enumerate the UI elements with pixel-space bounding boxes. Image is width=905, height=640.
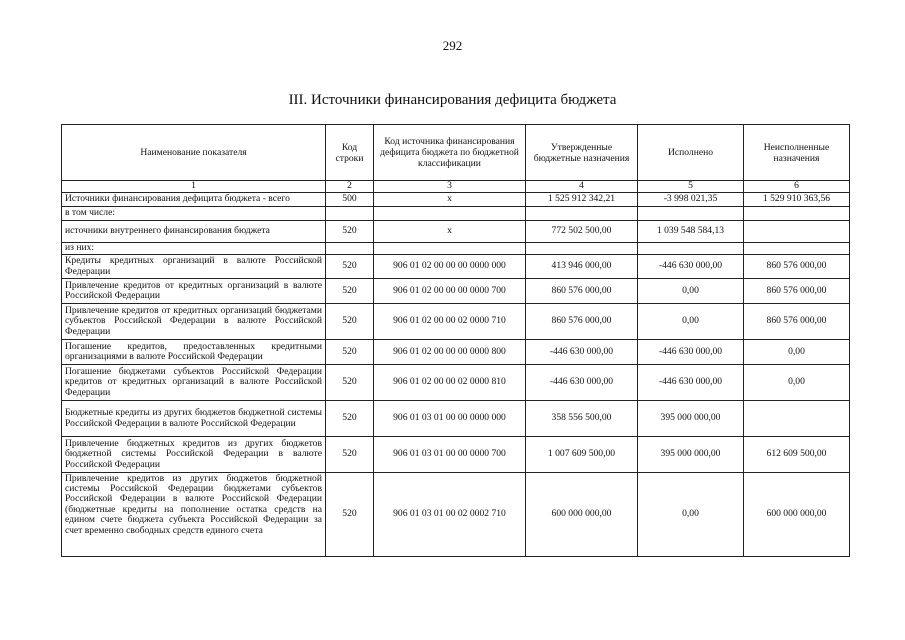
row-source-code [374,243,526,255]
table-row [62,304,850,340]
row-source-code [374,207,526,221]
page-number: 292 [442,38,463,53]
row-executed: 395 000 000,00 [638,401,744,437]
row-line-code: 520 [326,401,374,437]
column-number: 6 [744,181,850,193]
row-approved: -446 630 000,00 [526,340,638,365]
row-name: Привлечение кредитов от кредитных организаций бюджетами субъектов Российской Федерации в валюте Российской Федерации [62,304,326,340]
table-row [62,340,850,365]
row-executed: 0,00 [638,279,744,304]
row-name: Погашение бюджетами субъектов Российской Федерации кредитов от кредитных организаций в валюте Российской Федерации [62,365,326,401]
row-approved: 413 946 000,00 [526,255,638,279]
row-source-code: x [374,221,526,243]
row-approved [526,243,638,255]
row-executed: -3 998 021,35 [638,193,744,207]
row-name: Погашение кредитов, предоставленных кредитными организациями в валюте Российской Федерации [62,340,326,365]
row-line-code: 520 [326,340,374,365]
row-line-code [326,207,374,221]
row-line-code: 520 [326,255,374,279]
row-unexecuted [744,243,850,255]
row-approved: 860 576 000,00 [526,279,638,304]
row-line-code: 520 [326,221,374,243]
financing-sources-table [61,124,850,557]
row-executed: 0,00 [638,473,744,557]
row-source-code: 906 01 03 01 00 00 0000 000 [374,401,526,437]
header-unexecuted: Неисполненные назначения [744,125,850,181]
row-unexecuted: 600 000 000,00 [744,473,850,557]
row-unexecuted: 0,00 [744,365,850,401]
row-approved [526,207,638,221]
row-source-code: 906 01 02 00 00 00 0000 000 [374,255,526,279]
row-line-code: 520 [326,473,374,557]
row-name-cell [62,473,326,557]
row-name: Бюджетные кредиты из других бюджетов бюджетной системы Российской Федерации в валюте Российской Федерации [62,401,326,437]
column-number: 5 [638,181,744,193]
row-executed: -446 630 000,00 [638,255,744,279]
row-unexecuted [744,207,850,221]
row-approved: 358 556 500,00 [526,401,638,437]
section-title: III. Источники финансирования дефицита бюджета [288,92,617,108]
row-name: Источники финансирования дефицита бюджета - всего [62,193,326,207]
column-number: 2 [326,181,374,193]
row-approved: 1 525 912 342,21 [526,193,638,207]
row-name: из них: [62,243,326,255]
row-source-code: 906 01 03 01 00 00 0000 700 [374,437,526,473]
row-unexecuted [744,221,850,243]
row-executed: -446 630 000,00 [638,365,744,401]
row-name: Привлечение бюджетных кредитов из других бюджетов бюджетной системы Российской Федерации в валюте Российской Федерации [62,437,326,473]
row-name: Кредиты кредитных организаций в валюте Российской Федерации [62,255,326,279]
column-number: 3 [374,181,526,193]
table-row [62,437,850,473]
column-numbers-row [62,181,850,193]
header-indicator-name: Наименование показателя [62,125,326,181]
row-source-code: 906 01 02 00 00 00 0000 800 [374,340,526,365]
table-row [62,401,850,437]
column-number: 1 [62,181,326,193]
table-row [62,193,850,207]
table-row [62,473,850,557]
row-line-code: 520 [326,304,374,340]
table-row [62,279,850,304]
row-source-code: x [374,193,526,207]
row-source-code: 906 01 02 00 00 02 0000 710 [374,304,526,340]
row-line-code: 500 [326,193,374,207]
row-approved: -446 630 000,00 [526,365,638,401]
row-unexecuted: 860 576 000,00 [744,279,850,304]
row-unexecuted: 612 609 500,00 [744,437,850,473]
row-unexecuted: 1 529 910 363,56 [744,193,850,207]
row-unexecuted: 860 576 000,00 [744,255,850,279]
column-number: 4 [526,181,638,193]
row-executed: 0,00 [638,304,744,340]
row-executed [638,243,744,255]
header-approved: Утвержденные бюджетные назначения [526,125,638,181]
row-unexecuted [744,401,850,437]
row-line-code: 520 [326,365,374,401]
row-line-code: 520 [326,437,374,473]
row-name: Привлечение кредитов от кредитных организаций в валюте Российской Федерации [62,279,326,304]
row-source-code: 906 01 03 01 00 02 0002 710 [374,473,526,557]
row-name: источники внутреннего финансирования бюджета [62,221,326,243]
row-approved: 860 576 000,00 [526,304,638,340]
row-approved: 600 000 000,00 [526,473,638,557]
row-name: в том числе: [62,207,326,221]
header-executed: Исполнено [638,125,744,181]
row-approved: 1 007 609 500,00 [526,437,638,473]
table-row [62,365,850,401]
header-line-code: Код строки [326,125,374,181]
table-row [62,255,850,279]
row-unexecuted: 0,00 [744,340,850,365]
row-source-code: 906 01 02 00 00 02 0000 810 [374,365,526,401]
row-unexecuted: 860 576 000,00 [744,304,850,340]
row-executed: 395 000 000,00 [638,437,744,473]
header-source-code: Код источника финансирования дефицита бюджета по бюджетной классификации [374,125,526,181]
table-header-row [62,125,850,181]
row-name: Привлечение кредитов из других бюджетов бюджетной системы Российской Федерации бюджетами субъектов Российской Федерации в валюте Российской Федерации (бюджетные кредиты на пополнение остатка средств на едином счете бюджета субъекта Российской Федерации за счет временно свободных средств единого счета [65,473,322,536]
row-source-code: 906 01 02 00 00 00 0000 700 [374,279,526,304]
row-executed: -446 630 000,00 [638,340,744,365]
row-executed [638,207,744,221]
row-approved: 772 502 500,00 [526,221,638,243]
table-row [62,221,850,243]
table-row [62,207,850,221]
row-line-code [326,243,374,255]
table-row [62,243,850,255]
row-line-code: 520 [326,279,374,304]
row-executed: 1 039 548 584,13 [638,221,744,243]
